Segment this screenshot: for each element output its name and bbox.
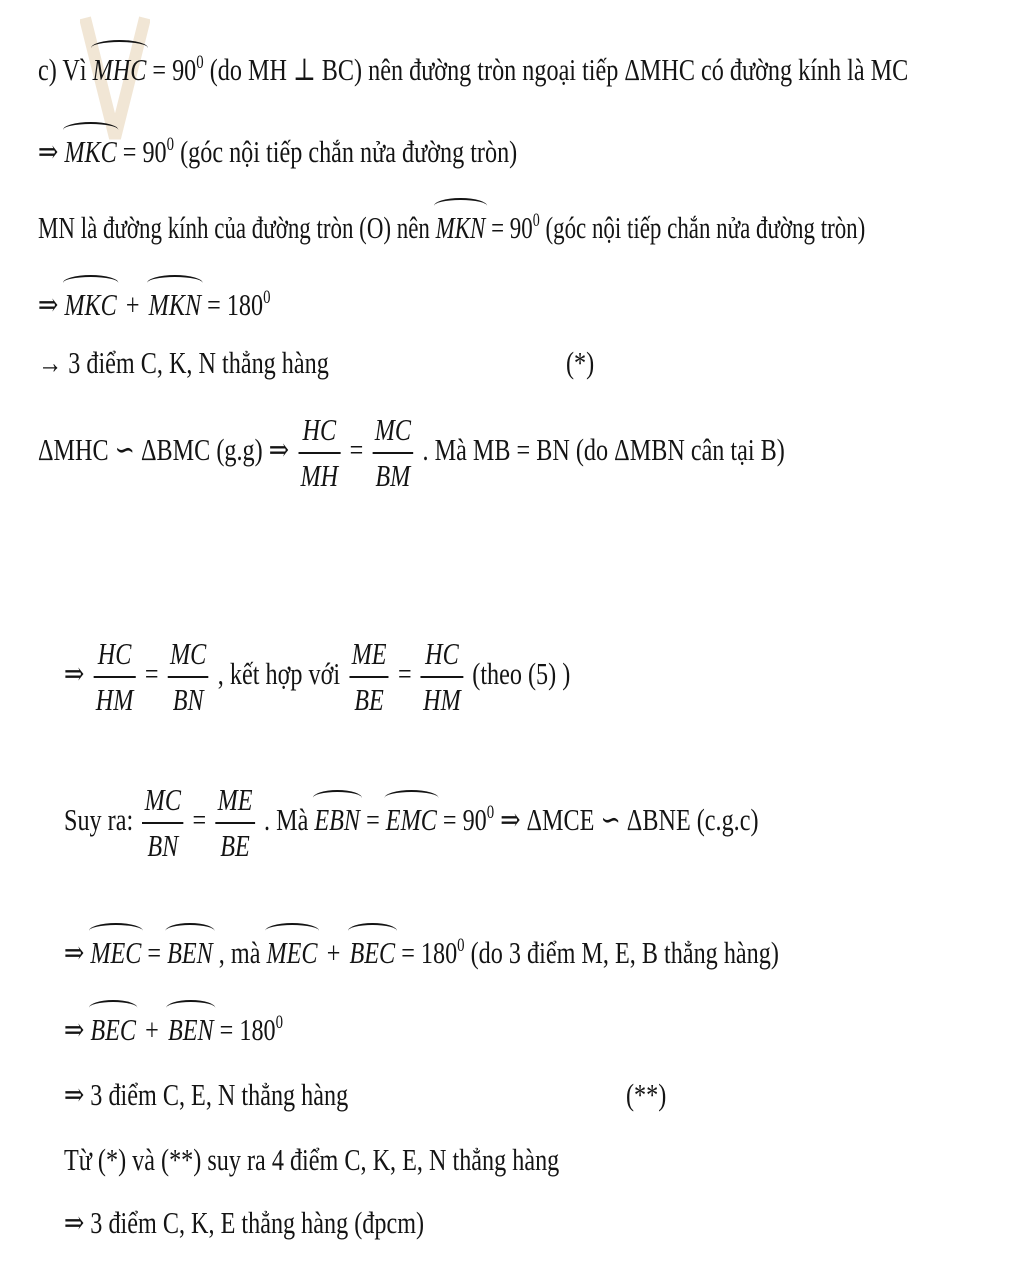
- line-2-arrow: ⇒: [38, 134, 59, 169]
- line-8-prefix: Suy ra:: [64, 802, 134, 838]
- line-8-text: . Mà: [264, 802, 309, 838]
- line-2-text: (góc nội tiếp chắn nửa đường tròn): [180, 134, 518, 169]
- equals-sign: =: [366, 802, 380, 838]
- line-11-mark: (**): [626, 1077, 667, 1112]
- line-9-arrow: ⇒: [64, 935, 85, 970]
- numerator: HC: [425, 636, 459, 671]
- line-5-text: → 3 điểm C, K, N thẳng hàng: [38, 345, 329, 380]
- denominator: BE: [354, 682, 384, 717]
- line-2-equals: = 90: [122, 134, 167, 169]
- denominator: BM: [375, 458, 411, 493]
- line-3-text: (góc nội tiếp chắn nửa đường tròn): [545, 210, 866, 245]
- angle-bec: BEC: [349, 929, 395, 973]
- line-6-text: . Mà MB = BN (do ΔMBN cân tại B): [422, 432, 785, 468]
- line-7-arrow: ⇒: [64, 656, 85, 692]
- line-1-prefix: c) Vì: [38, 52, 87, 87]
- denominator: MH: [300, 458, 339, 493]
- line-4-arrow: ⇒: [38, 287, 59, 322]
- denominator: HM: [95, 682, 134, 717]
- line-10-equals: = 180: [219, 1012, 276, 1047]
- angle-ben: BEN: [167, 929, 213, 973]
- degree-mark: 0: [196, 52, 204, 73]
- fraction-mc-bm: [372, 408, 413, 498]
- numerator: MC: [170, 636, 207, 671]
- line-1: [38, 43, 908, 90]
- fraction-hc-mh: [298, 408, 340, 498]
- equals-sign: =: [144, 656, 159, 692]
- degree-mark: 0: [263, 287, 271, 308]
- equals-sign: =: [147, 935, 162, 970]
- degree-mark: 0: [486, 802, 495, 824]
- numerator: MC: [144, 782, 181, 817]
- line-6: [38, 408, 785, 498]
- angle-bec: BEC: [90, 1006, 136, 1050]
- line-8: [64, 778, 759, 868]
- line-6-prefix: ΔMHC ∽ ΔBMC (g.g) ⇒: [38, 432, 289, 468]
- degree-mark: 0: [166, 134, 175, 155]
- numerator: ME: [351, 636, 387, 671]
- line-4-equals: = 180: [207, 287, 264, 322]
- equals-sign: =: [349, 432, 364, 468]
- line-1-equals: = 90: [152, 52, 197, 87]
- line-9: [64, 926, 779, 973]
- angle-mec: MEC: [266, 929, 317, 973]
- line-13: [64, 1203, 424, 1243]
- numerator: HC: [97, 636, 132, 671]
- line-9-text: , mà: [218, 935, 261, 970]
- line-8-equals: = 90: [442, 802, 487, 838]
- line-4: [38, 278, 271, 325]
- angle-mhc: MHC: [93, 46, 147, 90]
- line-2: [38, 125, 517, 172]
- angle-mec: MEC: [90, 929, 141, 973]
- degree-mark: 0: [457, 935, 465, 956]
- line-9-equals: = 180: [401, 935, 458, 970]
- angle-ben: BEN: [168, 1006, 214, 1050]
- angle-mkc: MKC: [64, 128, 116, 172]
- line-11: [64, 1075, 348, 1115]
- line-12: [64, 1140, 559, 1180]
- fraction-hc-hm: [93, 632, 135, 722]
- line-5-mark: (*): [566, 345, 595, 380]
- fraction-mc-bn: [142, 778, 183, 868]
- line-10-arrow: ⇒: [64, 1012, 85, 1047]
- numerator: ME: [217, 782, 253, 817]
- line-10: [64, 1003, 283, 1050]
- equals-sign: =: [192, 802, 207, 838]
- denominator: HM: [423, 682, 461, 717]
- line-7-reference: (theo (5) ): [472, 656, 571, 692]
- angle-ebn: EBN: [314, 796, 360, 840]
- line-3-prefix: MN là đường kính của đường tròn (O) nên: [38, 210, 430, 245]
- line-7-text: , kết hợp với: [217, 656, 341, 692]
- numerator: HC: [302, 412, 337, 447]
- line-1-text: (do MH ⊥ BC) nên đường tròn ngoại tiếp ΔMHC có đường kính là MC: [209, 52, 909, 87]
- plus-sign: +: [145, 1012, 159, 1047]
- fraction-me-be: [215, 778, 255, 868]
- numerator: MC: [374, 412, 412, 447]
- denominator: BE: [220, 828, 250, 863]
- line-3: [38, 201, 865, 248]
- denominator: BN: [147, 828, 179, 863]
- line-11-text: ⇒ 3 điểm C, E, N thẳng hàng: [64, 1077, 349, 1112]
- equals-sign: =: [398, 656, 412, 692]
- fraction-me-be: [349, 632, 389, 722]
- line-7: [64, 632, 570, 722]
- line-9-reason: (do 3 điểm M, E, B thẳng hàng): [470, 935, 779, 970]
- fraction-mc-bn: [168, 632, 209, 722]
- line-13-text: ⇒ 3 điểm C, K, E thẳng hàng (đpcm): [64, 1205, 425, 1240]
- plus-sign: +: [125, 287, 140, 322]
- angle-emc: EMC: [386, 796, 437, 840]
- denominator: BN: [172, 682, 204, 717]
- angle-mkc: MKC: [64, 281, 116, 325]
- degree-mark: 0: [275, 1012, 284, 1033]
- line-12-text: Từ (*) và (**) suy ra 4 điểm C, K, E, N thẳng hàng: [64, 1142, 560, 1177]
- fraction-hc-hm: [421, 632, 463, 722]
- line-3-equals: = 90: [491, 210, 533, 245]
- line-5: [38, 343, 329, 383]
- degree-mark: 0: [532, 210, 540, 231]
- plus-sign: +: [326, 935, 341, 970]
- line-8-conclusion: ⇒ ΔMCE ∽ ΔBNE (c.g.c): [500, 802, 759, 838]
- angle-mkn: MKN: [436, 204, 486, 248]
- angle-mkn: MKN: [149, 281, 201, 325]
